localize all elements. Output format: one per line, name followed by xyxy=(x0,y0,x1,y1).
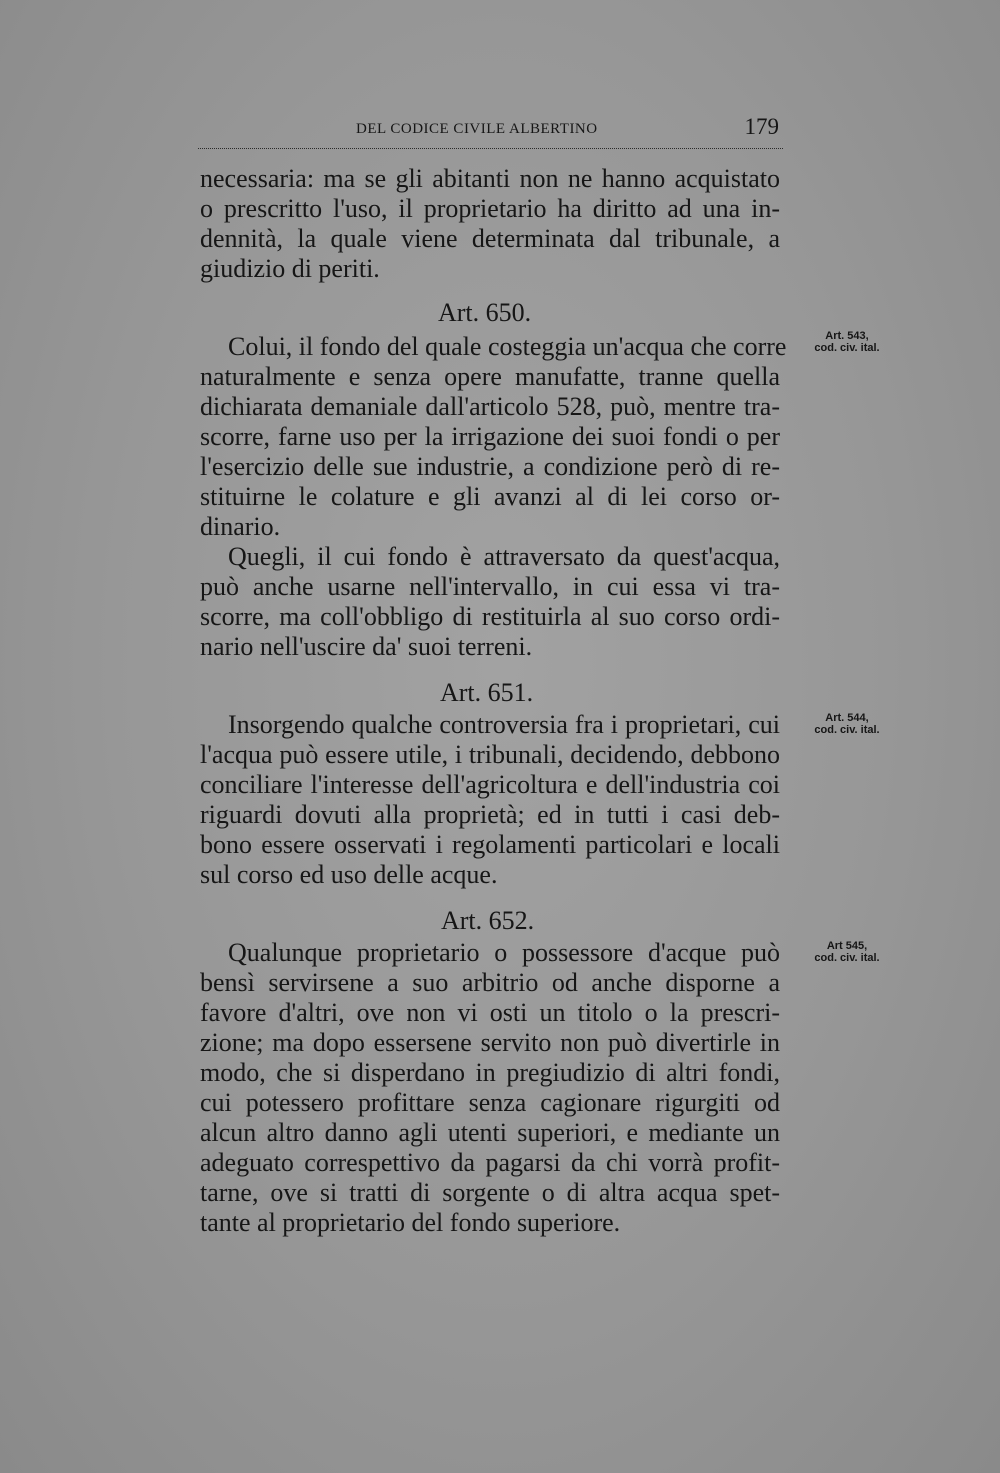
text-line: adeguato correspettivo da pagarsi da chi vorrà profit- xyxy=(200,1148,780,1177)
text-line: Insorgendo qualche controversia fra i proprietari, cui xyxy=(228,710,780,739)
text-line: bensì servirsene a suo arbitrio od anche disporne a xyxy=(200,968,780,997)
text-line: dennità, la quale viene determinata dal tribunale, a xyxy=(200,224,780,253)
margin-note-code: cod. civ. ital. xyxy=(814,342,880,354)
page-header xyxy=(198,114,783,149)
text-line: modo, che si disperdano in pregiudizio di altri fondi, xyxy=(200,1058,780,1087)
margin-note xyxy=(802,940,892,964)
text-line: naturalmente e senza opere manufatte, tranne quella xyxy=(200,362,780,391)
margin-note-article: Art 545, xyxy=(826,940,868,952)
text-line: tante al proprietario del fondo superiore. xyxy=(200,1208,621,1237)
text-line: dichiarata demaniale dall'articolo 528, può, mentre tra- xyxy=(200,392,780,421)
text-line: stituirne le colature e gli avanzi al di lei corso or- xyxy=(200,482,780,511)
running-title: DEL CODICE CIVILE ALBERTINO xyxy=(356,121,598,137)
article-heading: Art. 651. xyxy=(440,678,534,707)
text-line: zione; ma dopo essersene servito non può divertirle in xyxy=(200,1028,780,1057)
margin-note-article: Art. 543, xyxy=(825,330,869,342)
margin-note-code: cod. civ. ital. xyxy=(814,724,880,736)
text-line: giudizio di periti. xyxy=(200,254,380,283)
margin-note-code: cod. civ. ital. xyxy=(814,952,880,964)
text-line: cui potessero profittare senza cagionare rigurgiti od xyxy=(200,1088,780,1117)
margin-note xyxy=(802,712,892,736)
text-line: tarne, ove si tratti di sorgente o di altra acqua spet- xyxy=(200,1178,780,1207)
margin-note-article: Art. 544, xyxy=(825,712,869,724)
text-line: può anche usarne nell'intervallo, in cui essa vi tra- xyxy=(200,572,780,601)
text-line: conciliare l'interesse dell'agricoltura e dell'industria coi xyxy=(200,770,780,799)
article-heading: Art. 652. xyxy=(441,906,535,935)
article-heading: Art. 650. xyxy=(438,298,532,327)
text-line: scorre, farne uso per la irrigazione dei suoi fondi o per xyxy=(200,422,780,451)
text-line: Qualunque proprietario o possessore d'acque può xyxy=(228,938,780,967)
text-line: Colui, il fondo del quale costeggia un'acqua che corre xyxy=(228,332,787,361)
text-line: bono essere osservati i regolamenti particolari e locali xyxy=(200,830,780,859)
text-line: dinario. xyxy=(200,512,281,541)
text-line: Quegli, il cui fondo è attraversato da quest'acqua, xyxy=(228,542,780,571)
text-line: alcun altro danno agli utenti superiori, e mediante un xyxy=(200,1118,780,1147)
text-line: nario nell'uscire da' suoi terreni. xyxy=(200,632,533,661)
text-line: scorre, ma coll'obbligo di restituirla al suo corso ordi- xyxy=(200,602,780,631)
margin-note xyxy=(802,330,892,354)
text-line: necessaria: ma se gli abitanti non ne hanno acquistato xyxy=(200,164,780,193)
text-line: o prescritto l'uso, il proprietario ha diritto ad una in- xyxy=(200,194,780,223)
text-line: favore d'altri, ove non vi osti un titolo o la prescri- xyxy=(200,998,780,1027)
page-number: 179 xyxy=(744,114,779,139)
text-line: l'acqua può essere utile, i tribunali, decidendo, debbono xyxy=(200,740,780,769)
text-line: l'esercizio delle sue industrie, a condizione però di re- xyxy=(200,452,780,481)
text-line: sul corso ed uso delle acque. xyxy=(200,860,498,889)
text-line: riguardi dovuti alla proprietà; ed in tutti i casi deb- xyxy=(200,800,780,829)
